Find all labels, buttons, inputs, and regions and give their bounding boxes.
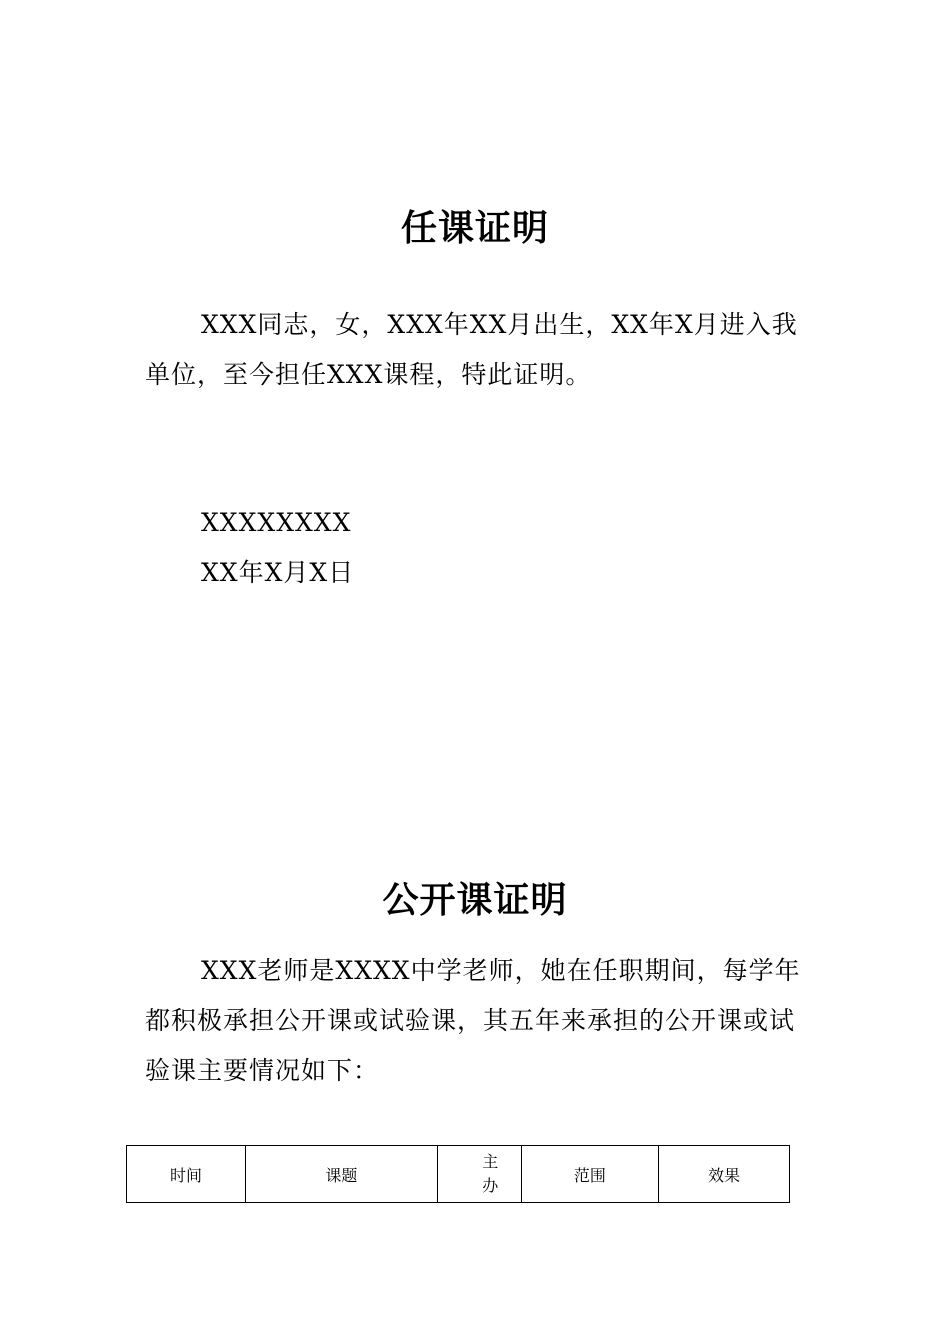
header-host-label: 主办 — [482, 1152, 499, 1195]
header-topic: 课题 — [245, 1146, 437, 1203]
open-class-table — [126, 1145, 790, 1203]
open-class-certificate-body: XXX老师是XXXX中学老师，她在任职期间，每学年都积极承担公开课或试验课，其五年来承担的公开课或试验课主要情况如下： — [145, 956, 801, 1085]
header-effect: 效果 — [659, 1146, 790, 1203]
header-time: 时间 — [127, 1146, 246, 1203]
header-host — [437, 1146, 521, 1203]
teaching-certificate-title: 任课证明 — [400, 208, 549, 249]
table-header-row — [127, 1146, 790, 1203]
open-class-certificate-title: 公开课证明 — [382, 880, 568, 921]
issue-date: XX年X月X日 — [201, 558, 355, 587]
issuer-name: XXXXXXXX — [201, 508, 352, 537]
header-scope: 范围 — [521, 1146, 659, 1203]
teaching-certificate-body: XXX同志，女，XXX年XX月出生，XX年X月进入我单位，至今担任XXX课程，特此证明。 — [145, 310, 798, 389]
